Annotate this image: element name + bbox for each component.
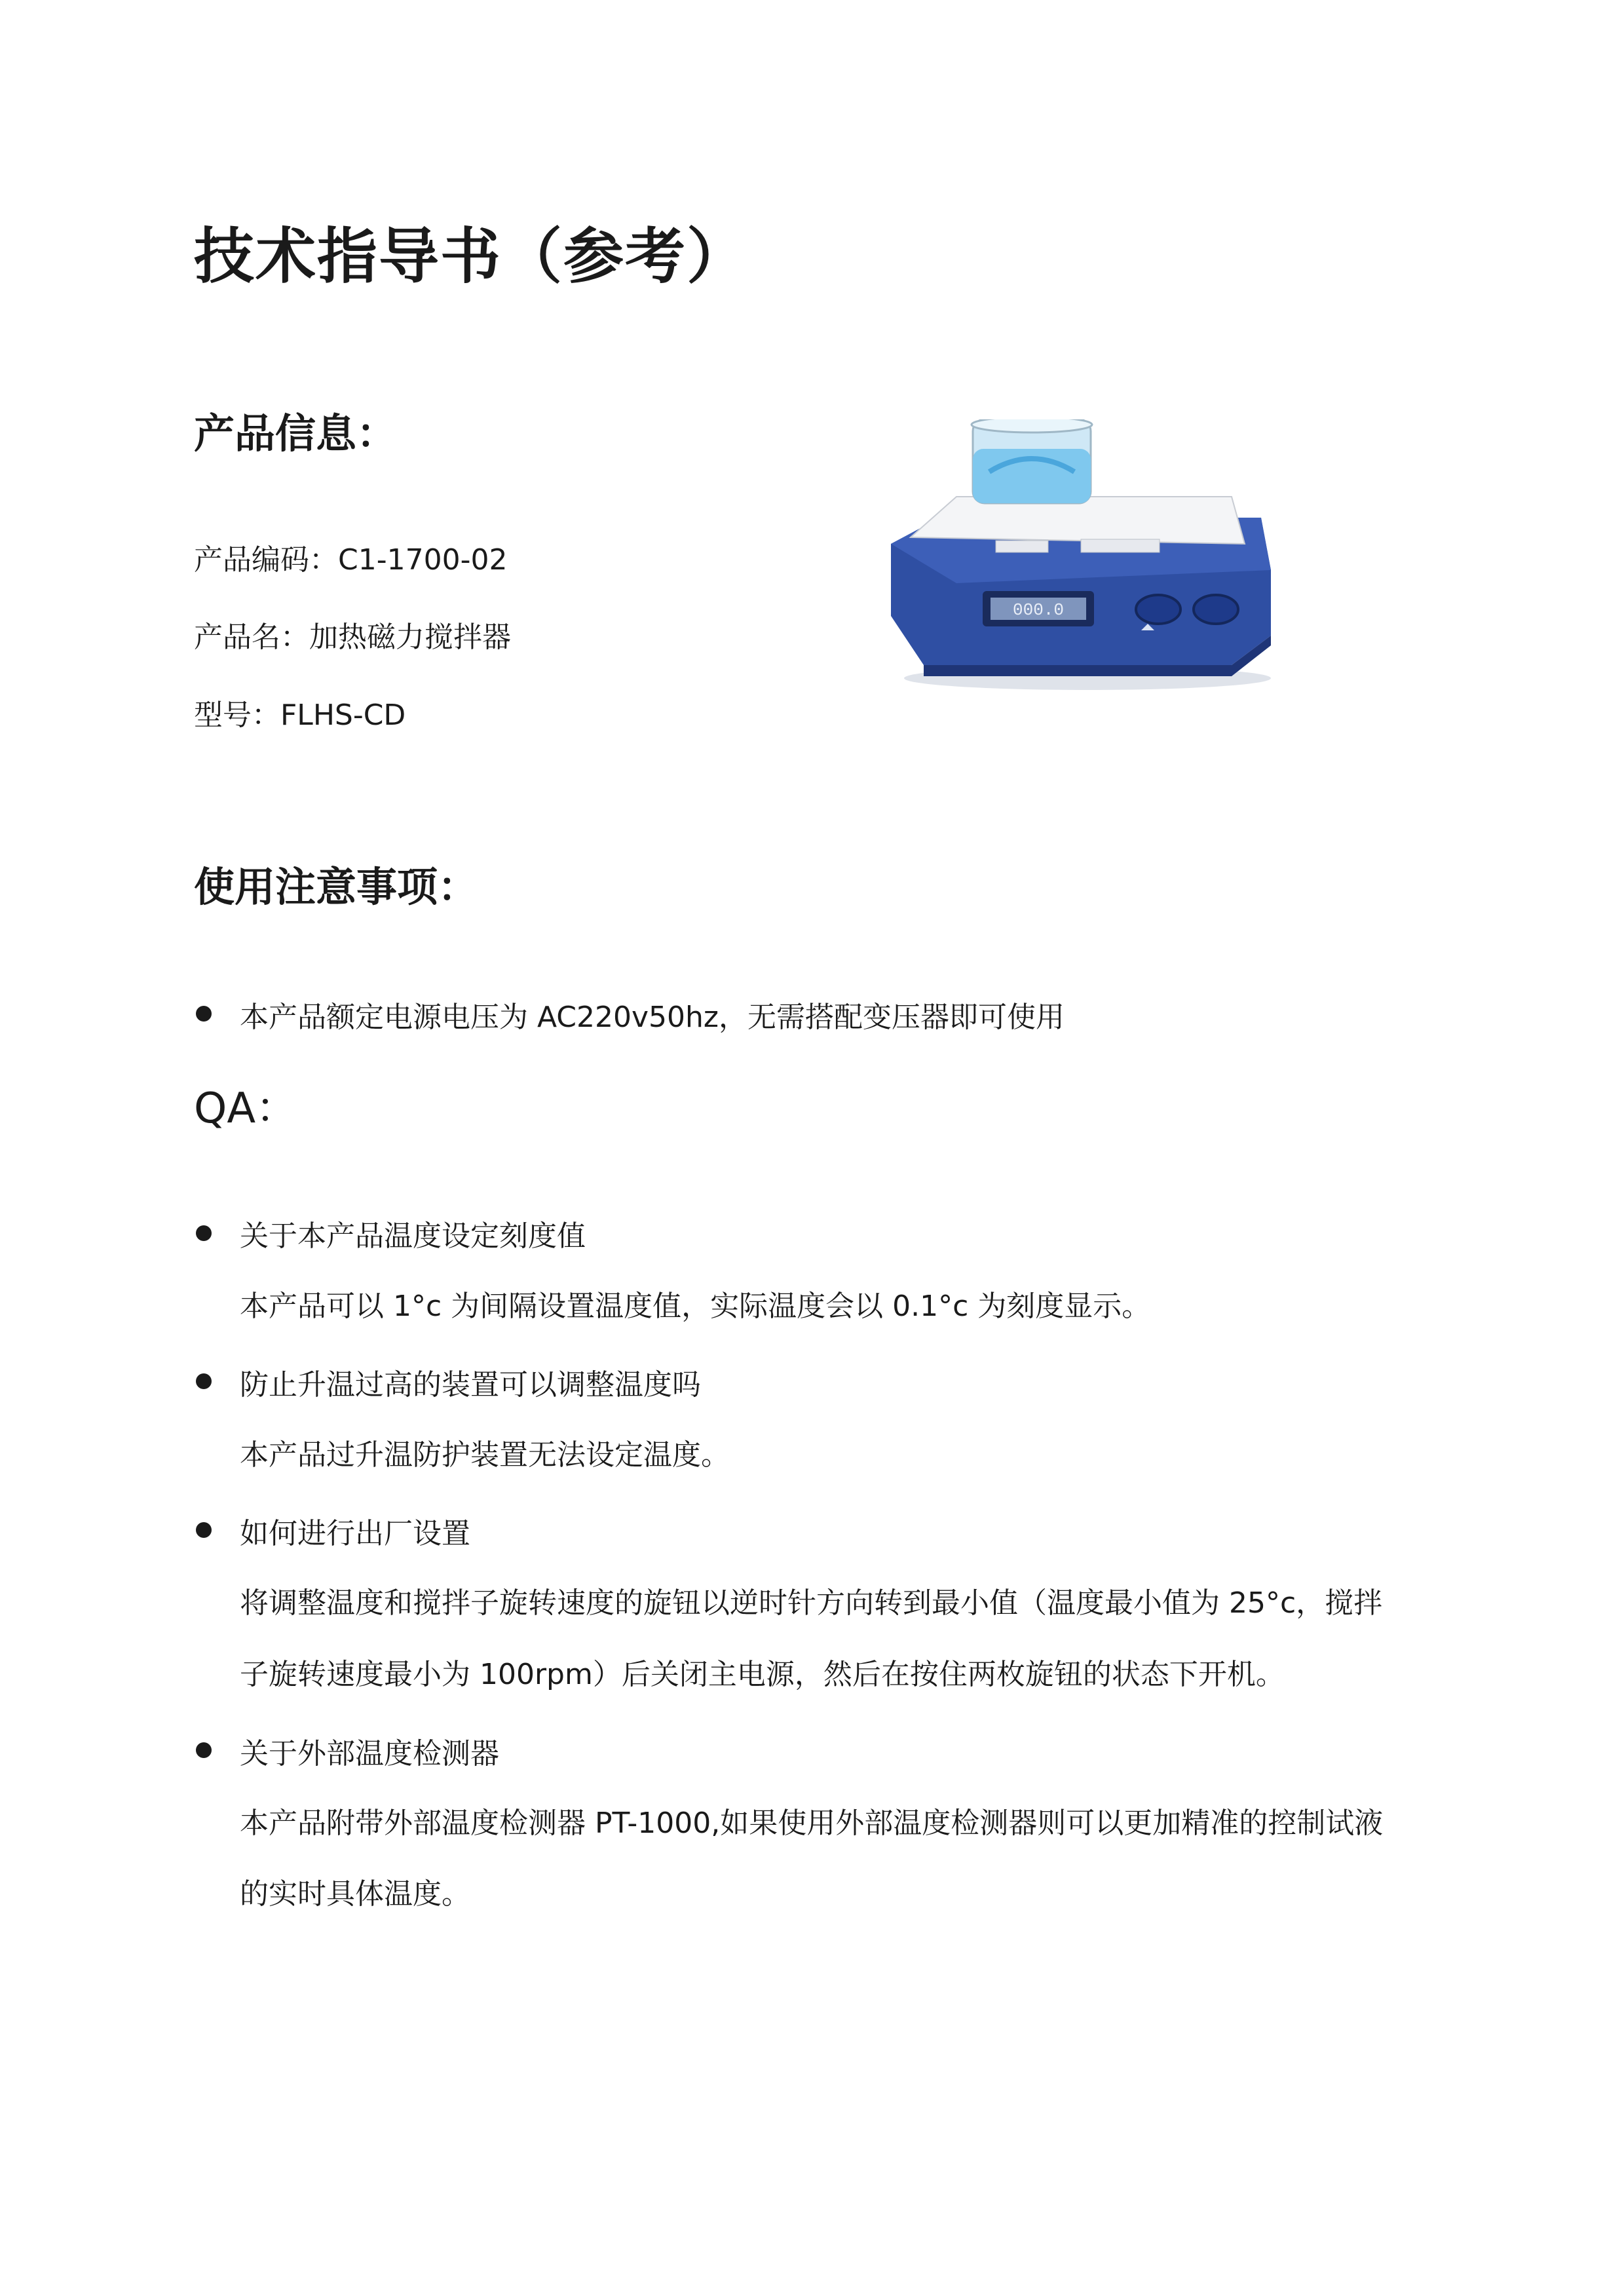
product-code: 产品编码：C1-1700-02 [194,543,508,577]
qa-question: 如何进行出厂设置 [240,1517,470,1550]
lcd-readout: 000.0 [1012,600,1065,620]
qa-question: 关于外部温度检测器 [240,1737,499,1770]
speed-knob[interactable] [1194,595,1238,624]
qa-answer: 本产品过升温防护装置无法设定温度。 [240,1438,730,1472]
qa-answer: 本产品可以 1°c 为间隔设置温度值，实际温度会以 0.1°c 为刻度显示。 [240,1290,1151,1323]
notes-heading: 使用注意事项： [194,863,479,911]
product-name: 产品名：加热磁力搅拌器 [194,621,511,654]
qa-answer: 的实时具体温度。 [240,1877,470,1911]
note-item: 本产品额定电源电压为 AC220v50hz，无需搭配变压器即可使用 [240,1001,1065,1034]
qa-answer: 本产品附带外部温度检测器 PT-1000,如果使用外部温度检测器则可以更加精准的控制试液 [240,1807,1384,1840]
qa-question: 防止升温过高的装置可以调整温度吗 [240,1368,701,1402]
product-info-heading: 产品信息： [194,410,398,457]
bullet-icon [196,1522,212,1538]
qa-question: 关于本产品温度设定刻度值 [240,1219,586,1253]
qa-heading: QA： [194,1084,298,1133]
temperature-knob[interactable] [1136,595,1180,624]
qa-answer: 子旋转速度最小为 100rpm）后关闭主电源，然后在按住两枚旋钮的状态下开机。 [240,1658,1285,1691]
bullet-icon [196,1006,212,1022]
qa-answer: 将调整温度和搅拌子旋转速度的旋钮以逆时针方向转到最小值（温度最小值为 25°c，搅拌 [240,1586,1383,1620]
bullet-icon [196,1225,212,1241]
bullet-icon [196,1373,212,1389]
stirrer-product-image [878,419,1284,695]
page-title: 技术指导书（参考） [194,221,749,292]
bullet-icon [196,1742,212,1758]
product-model: 型号：FLHS-CD [194,698,406,732]
